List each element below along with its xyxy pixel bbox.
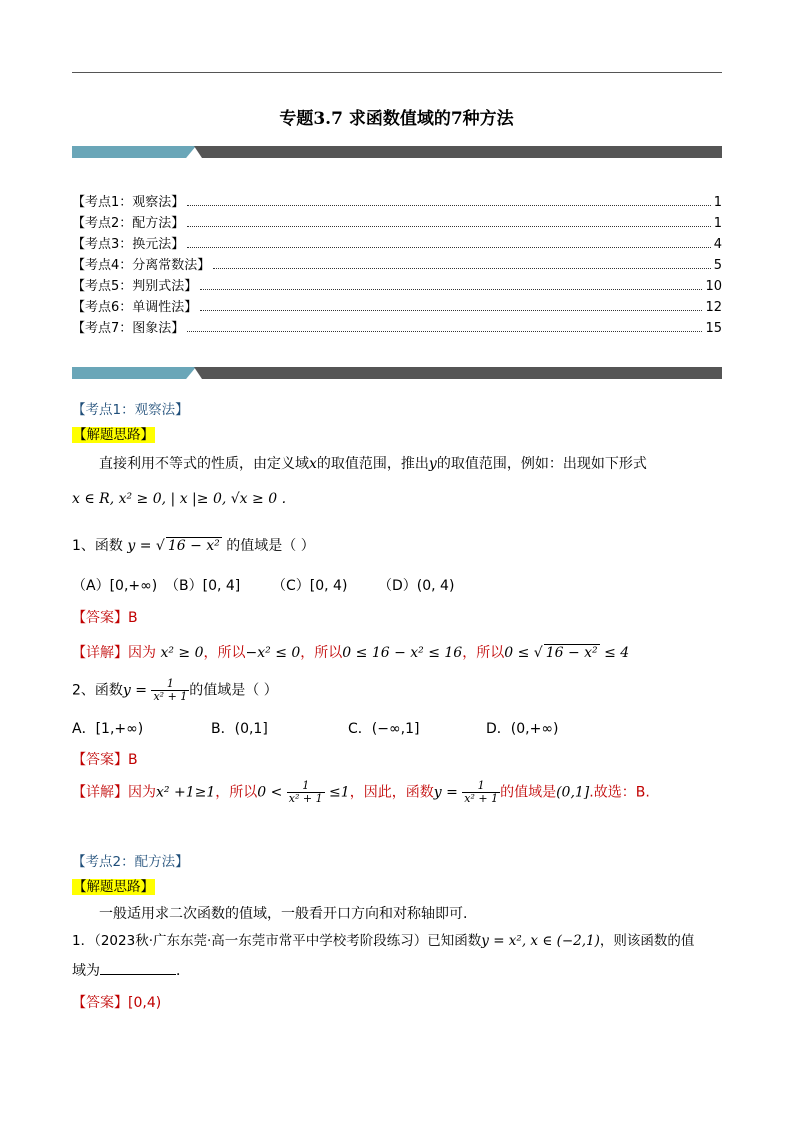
q1-answer: 【答案】B [72, 610, 138, 626]
section-heading: 【考点1：观察法】 [72, 402, 189, 418]
q1-option[interactable]: （B）[0, 4] [165, 578, 241, 594]
toc-item[interactable]: 【考点2：配方法】 1 [72, 216, 722, 231]
question-1: 1、函数 y = √ 16 − x² 的值域是（ ） [72, 538, 315, 554]
q1-option[interactable]: （C）[0, 4) [272, 578, 348, 594]
q1-detail: 【详解】因为 x² ≥ 0，所以−x² ≤ 0，所以0 ≤ 16 − x² ≤ 16，所以0 ≤ √ 16 − x² ≤ 4 [72, 645, 630, 661]
intro-paragraph: 直接利用不等式的性质，由定义域x的取值范围，推出y的取值范围，例如：出现如下形式 [99, 456, 647, 472]
page-title: 专题3.7 求函数值域的7种方法 [279, 109, 514, 129]
section-heading: 【考点2：配方法】 [72, 854, 189, 870]
header-rule [72, 72, 722, 73]
toc-item[interactable]: 【考点4：分离常数法】 5 [72, 258, 722, 273]
q2-option[interactable]: B．(0,1] [211, 721, 268, 737]
q2-answer: 【答案】B [72, 752, 138, 768]
question-1-cont: 域为 ． [72, 963, 190, 979]
section-band-mid [72, 367, 722, 379]
q2-option[interactable]: D．(0,+∞) [486, 721, 559, 737]
answer-blank[interactable] [100, 962, 176, 975]
section-band-top [72, 146, 722, 158]
forms-formula: x ∈ R, x² ≥ 0, | x |≥ 0, √x ≥ 0 . [72, 491, 287, 507]
toc-item[interactable]: 【考点7：图象法】 15 [72, 321, 722, 336]
q2-detail: 【详解】因为x² +1≥1，所以0 < $\frac{1}{\text{x² + 1}}$ ≤1，因此，函数y = $\frac{1}{\text{x² + 1}}$ 的值域是(0,1].故选：B. [72, 779, 650, 805]
question-2: 2、函数y = $\frac{1}{\text{x² + 1}}$ 的值域是（ ） [72, 677, 278, 703]
answer: 【答案】[0,4) [72, 995, 162, 1011]
toc-item[interactable]: 【考点1：观察法】 1 [72, 195, 722, 210]
q2-option[interactable]: A．[1,+∞) [72, 721, 144, 737]
toc-item[interactable]: 【考点5：判别式法】 10 [72, 279, 722, 294]
q1-option[interactable]: （A）[0,+∞) [72, 578, 158, 594]
intro-paragraph: 一般适用求二次函数的值域，一般看开口方向和对称轴即可. [99, 906, 468, 922]
question-1: 1．（2023秋·广东东莞·高一东莞市常平中学校考阶段练习）已知函数y = x², x ∈ (−2,1)，则该函数的值 [72, 933, 695, 949]
hint-tag: 【解题思路】 [73, 427, 154, 443]
hint-tag: 【解题思路】 [73, 879, 154, 895]
toc-item[interactable]: 【考点6：单调性法】 12 [72, 300, 722, 315]
q1-option[interactable]: （D）(0, 4) [378, 578, 455, 594]
q2-option[interactable]: C．(−∞,1] [348, 721, 420, 737]
toc-item[interactable]: 【考点3：换元法】 4 [72, 237, 722, 252]
